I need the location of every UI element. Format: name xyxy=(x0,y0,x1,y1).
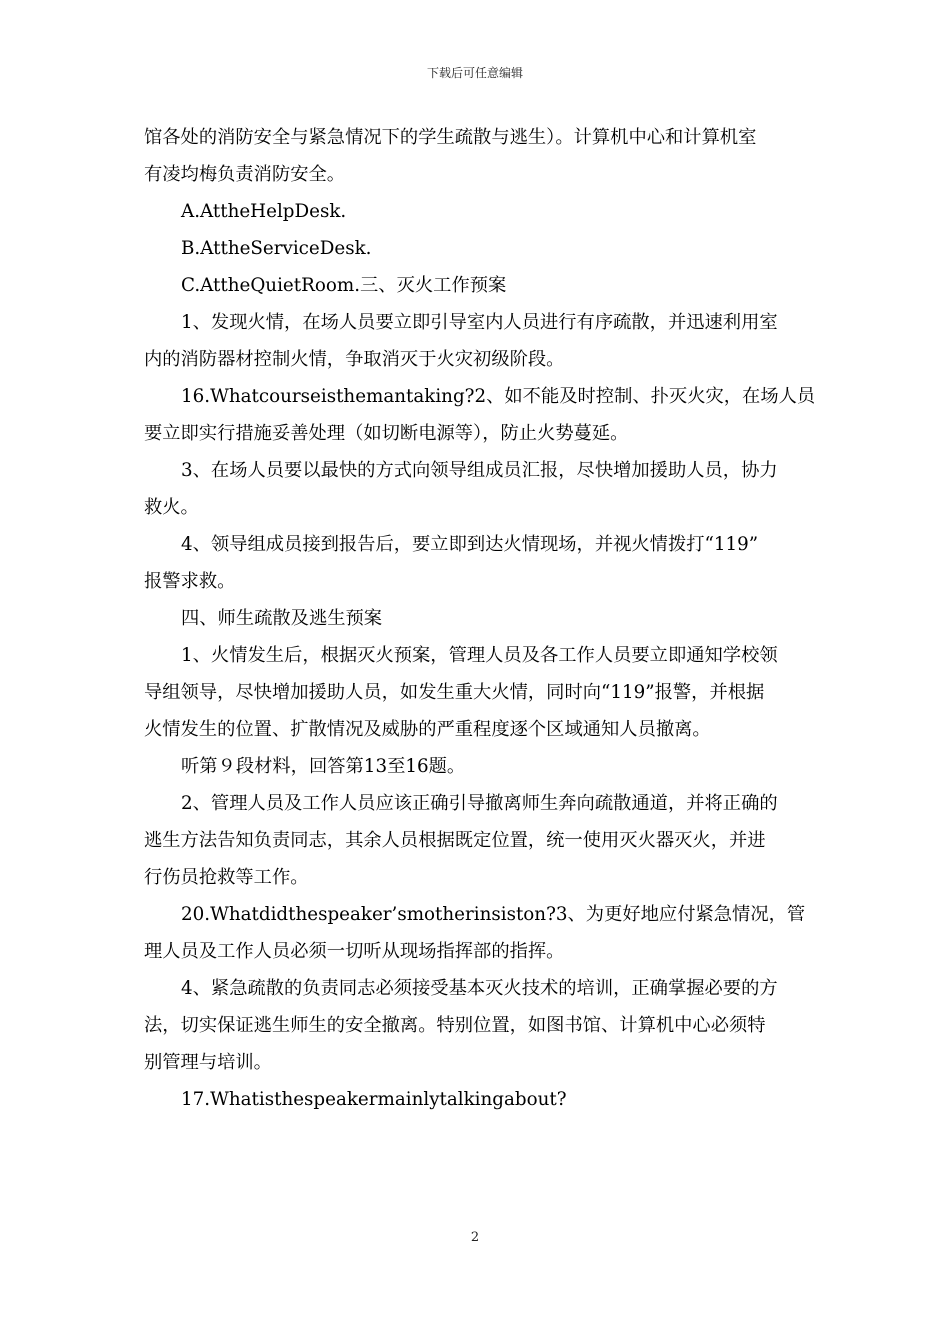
text-line: 火情发生的位置、扩散情况及威胁的严重程度逐个区域通知人员撤离。 xyxy=(144,719,711,740)
text-line: 理人员及工作人员必须一切听从现场指挥部的指挥。 xyxy=(144,941,565,962)
text-line: 内的消防器材控制火情，争取消灭于火灾初级阶段。 xyxy=(144,349,565,370)
text-line: 4、领导组成员接到报告后，要立即到达火情现场，并视火情拨打“119” xyxy=(181,534,759,555)
text-line: B.AttheServiceDesk. xyxy=(181,238,372,259)
text-line: A.AttheHelpDesk. xyxy=(181,201,347,222)
text-line: 3、在场人员要以最快的方式向领导组成员汇报，尽快增加援助人员，协力 xyxy=(181,460,778,481)
page-header-note: 下载后可任意编辑 xyxy=(426,66,523,80)
document-body xyxy=(144,119,816,1118)
text-line: 20.Whatdidthespeaker’smotherinsiston?3、为更好地应付紧急情况，管 xyxy=(181,904,806,925)
text-line: 4、紧急疏散的负责同志必须接受基本灭火技术的培训，正确掌握必要的方 xyxy=(181,978,778,999)
text-line: 1、发现火情，在场人员要立即引导室内人员进行有序疏散，并迅速利用室 xyxy=(181,312,778,333)
text-line: 16.Whatcourseisthemantaking?2、如不能及时控制、扑灭火灾，在场人员 xyxy=(181,386,816,407)
text-line: 要立即实行措施妥善处理（如切断电源等），防止火势蔓延。 xyxy=(144,423,629,444)
text-line: 报警求救。 xyxy=(144,571,236,592)
text-line: 法，切实保证逃生师生的安全撤离。特别位置，如图书馆、计算机中心必须特 xyxy=(144,1015,766,1036)
text-line: 救火。 xyxy=(144,497,199,518)
text-line: 别管理与培训。 xyxy=(144,1052,272,1073)
text-line: 1、火情发生后，根据灭火预案，管理人员及各工作人员要立即通知学校领 xyxy=(181,645,778,666)
page-number: 2 xyxy=(470,1230,480,1245)
text-line: 导组领导，尽快增加援助人员，如发生重大火情，同时向“119”报警，并根据 xyxy=(144,682,765,703)
text-line: 听第９段材料，回答第13至16题。 xyxy=(181,756,466,777)
text-line: 馆各处的消防安全与紧急情况下的学生疏散与逃生）。计算机中心和计算机室 xyxy=(144,127,757,148)
text-line: 有凌均梅负责消防安全。 xyxy=(144,164,346,185)
text-line: 行伤员抢救等工作。 xyxy=(144,867,309,888)
text-line: 17.Whatisthespeakermainlytalkingabout? xyxy=(181,1089,567,1110)
section-heading: 四、师生疏散及逃生预案 xyxy=(181,608,383,629)
text-line: 2、管理人员及工作人员应该正确引导撤离师生奔向疏散通道，并将正确的 xyxy=(181,793,778,814)
text-line: C.AttheQuietRoom.三、灭火工作预案 xyxy=(181,275,507,296)
text-line: 逃生方法告知负责同志，其余人员根据既定位置，统一使用灭火器灭火，并进 xyxy=(144,830,766,851)
